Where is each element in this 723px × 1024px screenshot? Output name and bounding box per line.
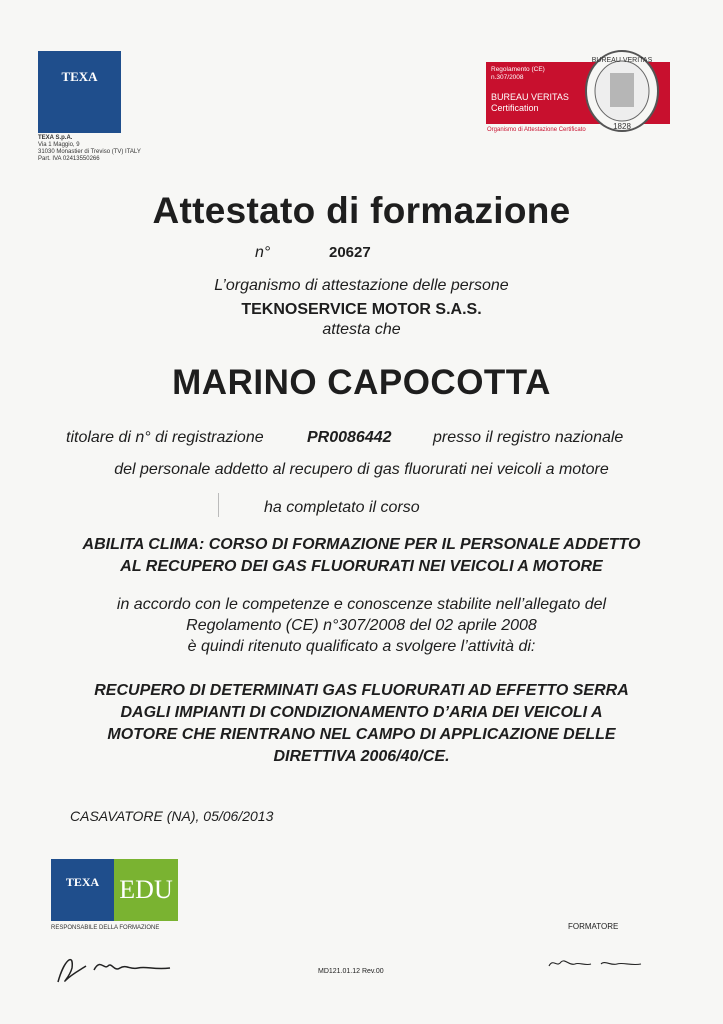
completed-line: ha completato il corso — [264, 499, 420, 516]
edu-label: EDU — [114, 859, 178, 921]
activity-description — [0, 680, 723, 768]
bv-seal-top-text: BUREAU VERITAS — [591, 57, 653, 64]
registration-number: PR0086442 — [307, 429, 392, 446]
trainer-label: FORMATORE — [568, 922, 619, 931]
activity-line: RECUPERO DI DETERMINATI GAS FLUORURATI AD EFFETTO SERRA — [94, 682, 629, 699]
responsible-label: RESPONSABILE DELLA FORMAZIONE — [51, 925, 160, 931]
bv-regulation-number: n.307/2008 — [491, 74, 524, 81]
accord-line: Regolamento (CE) n°307/2008 del 02 aprile 2008 — [186, 617, 537, 634]
holder-name: MARINO CAPOCOTTA — [172, 363, 551, 402]
course-line: ABILITA CLIMA: CORSO DI FORMAZIONE PER IL PERSONALE ADDETTO — [82, 536, 641, 553]
place-date: CASAVATORE (NA), 05/06/2013 — [70, 808, 274, 824]
accord-line: è quindi ritenuto qualificato a svolgere l’attività di: — [187, 638, 536, 655]
company-address-line: Part. IVA 02413550266 — [38, 156, 100, 162]
bureau-veritas-seal-icon — [584, 49, 660, 133]
faint-stamp-mark — [218, 493, 255, 517]
document-code: MD121.01.12 Rev.00 — [318, 968, 384, 975]
certificate-number: 20627 — [329, 244, 371, 261]
reg-line2: del personale addetto al recupero di gas fluorurati nei veicoli a motore — [114, 461, 609, 478]
bv-seal-year: 1828 — [613, 122, 631, 131]
texa-logo: TEXA — [38, 51, 121, 133]
attests-line: attesta che — [322, 321, 401, 338]
org-line: L’organismo di attestazione delle persone — [214, 277, 509, 294]
bv-certification-label: Certification — [491, 103, 539, 113]
certificate-title: Attestato di formazione — [152, 190, 571, 231]
edu-texa-part: TEXA — [51, 859, 114, 921]
bv-regulation-label: Regolamento (CE) — [491, 66, 545, 73]
accord-text — [0, 594, 723, 657]
bv-regulation — [491, 66, 545, 82]
activity-line: MOTORE CHE RIENTRANO NEL CAMPO DI APPLICAZIONE DELLE — [107, 726, 616, 743]
course-line: AL RECUPERO DEI GAS FLUORURATI NEI VEICOLI A MOTORE — [120, 558, 603, 575]
bv-certification — [491, 92, 569, 114]
trainer-signature-icon — [545, 952, 645, 974]
course-title — [0, 534, 723, 578]
number-label: n° — [255, 244, 271, 261]
accord-line: in accordo con le competenze e conoscenze stabilite nell’allegato del — [116, 596, 607, 613]
reg-suffix: presso il registro nazionale — [433, 429, 624, 446]
reg-prefix: titolare di n° di registrazione — [66, 429, 264, 446]
org-name: TEKNOSERVICE MOTOR S.A.S. — [241, 301, 482, 318]
bv-name: BUREAU VERITAS — [491, 92, 569, 102]
company-name: TEXA S.p.A. — [38, 135, 73, 141]
company-info — [38, 135, 141, 163]
certificate-number-row — [255, 244, 371, 262]
activity-line: DIRETTIVA 2006/40/CE. — [273, 748, 450, 765]
company-address-line: Via 1 Maggio, 9 — [38, 142, 80, 148]
bv-caption: Organismo di Attestazione Certificato — [487, 127, 586, 133]
company-address-line: 31030 Monastier di Treviso (TV) ITALY — [38, 149, 141, 155]
texa-edu-logo — [51, 859, 178, 921]
responsible-signature-icon — [50, 940, 180, 990]
activity-line: DAGLI IMPIANTI DI CONDIZIONAMENTO D’ARIA DEI VEICOLI A — [120, 704, 603, 721]
